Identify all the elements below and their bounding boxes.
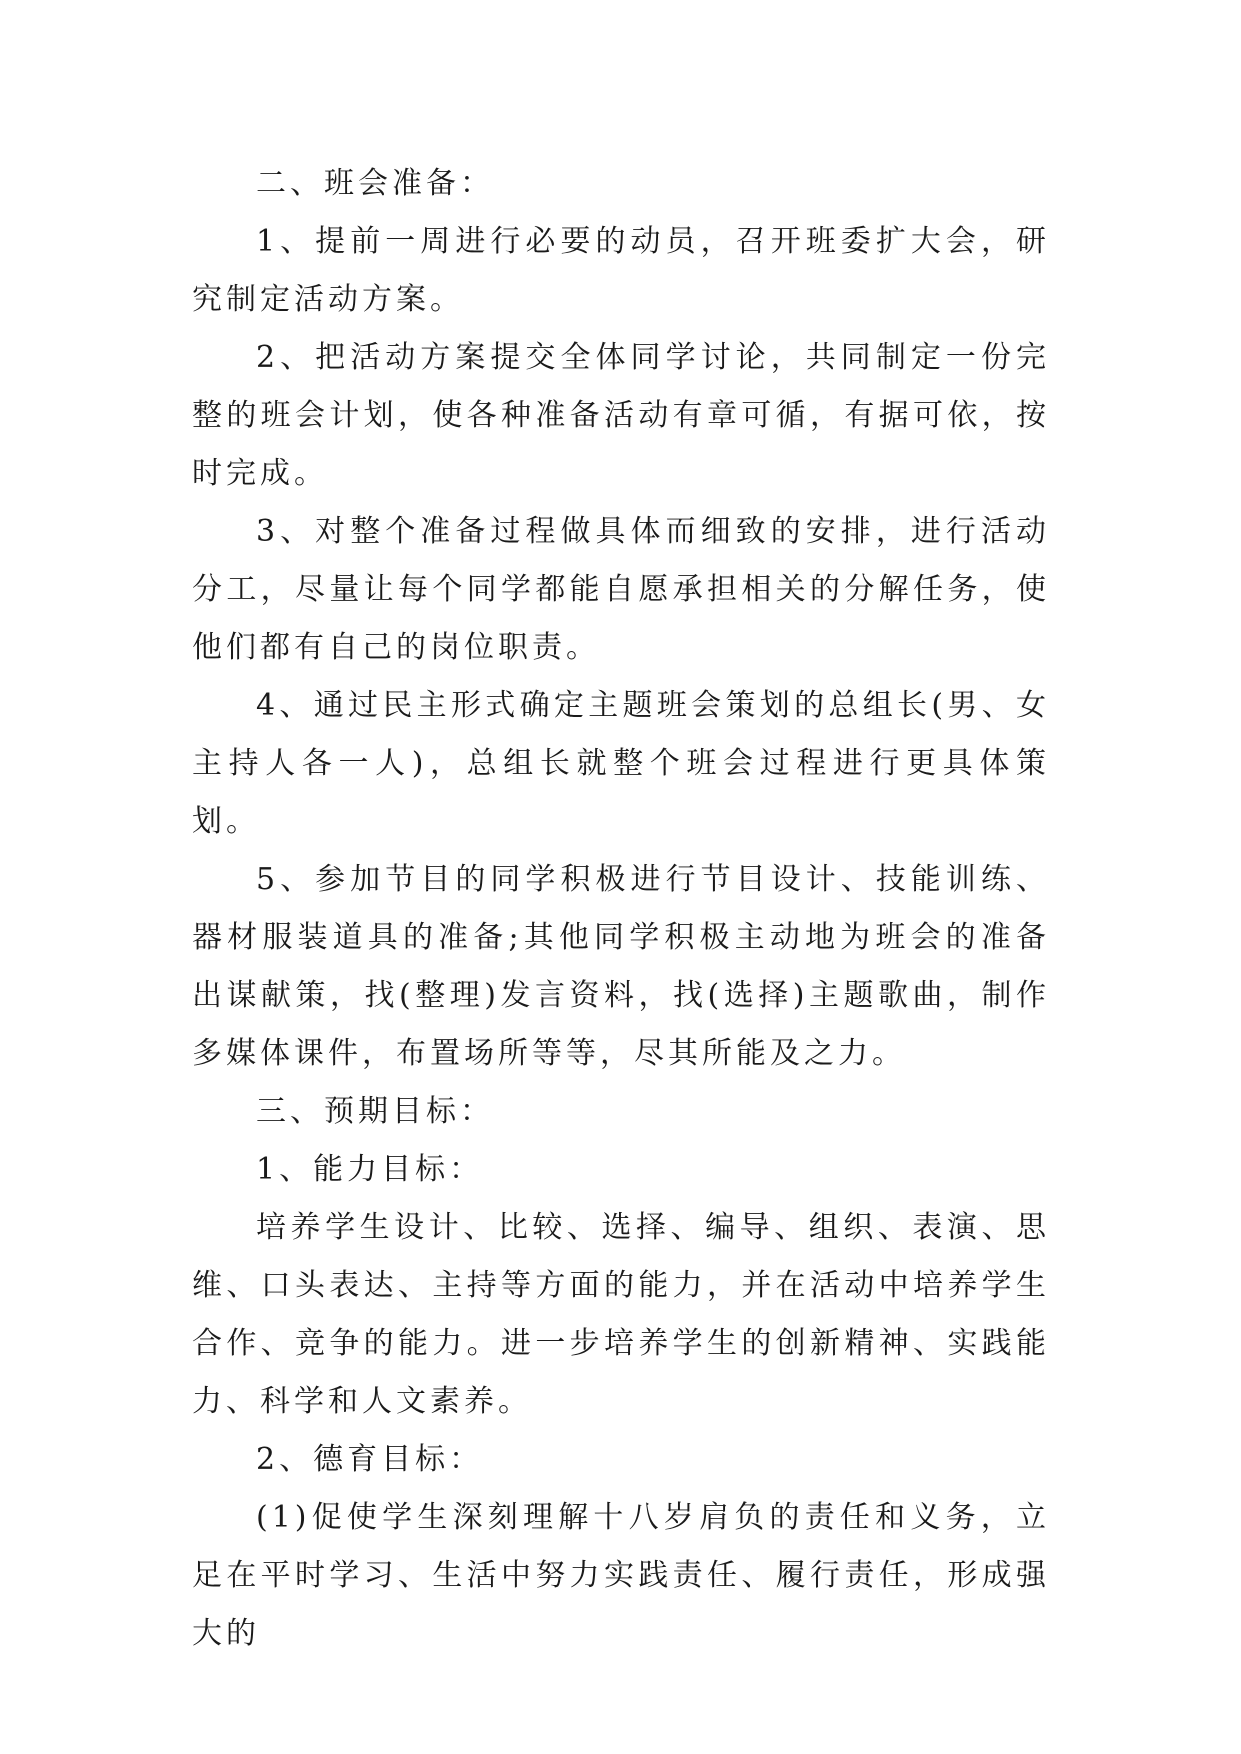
- heading-expected-goals: 三、预期目标：: [256, 1094, 494, 1129]
- subheading-moral-goals: 2、德育目标：: [256, 1442, 484, 1477]
- subheading-ability-goals: 1、能力目标：: [256, 1152, 484, 1187]
- heading-class-meeting-preparation: 二、班会准备：: [256, 166, 494, 201]
- paragraph-prep-item-1: 1、提前一周进行必要的动员，召开班委扩大会，研究制定活动方案。: [192, 224, 1050, 317]
- document-body: [192, 155, 1050, 1663]
- paragraph-moral-goal-1: (1)促使学生深刻理解十八岁肩负的责任和义务，立足在平时学习、生活中努力实践责任、履行责任，形成强大的: [192, 1500, 1050, 1651]
- paragraph-prep-item-3: 3、对整个准备过程做具体而细致的安排，进行活动分工，尽量让每个同学都能自愿承担相关的分解任务，使他们都有自己的岗位职责。: [192, 514, 1050, 665]
- paragraph-prep-item-2: 2、把活动方案提交全体同学讨论，共同制定一份完整的班会计划，使各种准备活动有章可循，有据可依，按时完成。: [192, 340, 1050, 491]
- paragraph-prep-item-4: 4、通过民主形式确定主题班会策划的总组长(男、女主持人各一人)，总组长就整个班会过程进行更具体策划。: [192, 688, 1050, 839]
- paragraph-ability-goals: 培养学生设计、比较、选择、编导、组织、表演、思维、口头表达、主持等方面的能力，并在活动中培养学生合作、竞争的能力。进一步培养学生的创新精神、实践能力、科学和人文素养。: [192, 1210, 1050, 1419]
- paragraph-prep-item-5: 5、参加节目的同学积极进行节目设计、技能训练、器材服装道具的准备;其他同学积极主动地为班会的准备出谋献策，找(整理)发言资料，找(选择)主题歌曲，制作多媒体课件，布置场所等等，尽其所能及之力。: [192, 862, 1050, 1071]
